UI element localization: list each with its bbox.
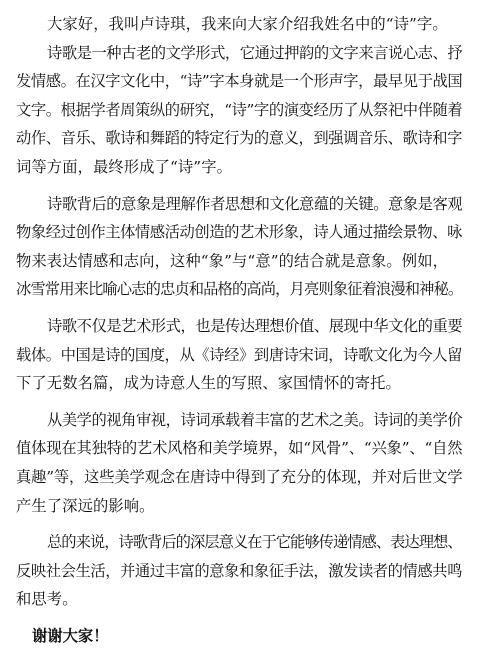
paragraph-culture [16, 312, 462, 398]
text-line: 物象经过创作主体情感活动创造的艺术形象，诗人通过描绘景物、咏 [16, 223, 463, 242]
text-line: 冰雪常用来比喻心志的忠贞和品格的高尚，月亮则象征着浪漫和神秘。 [16, 280, 463, 299]
paragraph-intro [16, 10, 462, 182]
text-line: 产生了深远的影响。 [16, 496, 155, 515]
text-line: 真趣”等，这些美学观念在唐诗中得到了充分的体现，并对后世文学 [16, 467, 463, 486]
text-line: 和思考。 [16, 590, 78, 609]
paragraph-aesthetics [16, 406, 462, 520]
text-line: 物来表达情感和志向，这种“象”与“意”的结合就是意象。例如， [16, 251, 449, 270]
text-line: 反映社会生活，并通过丰富的意象和象征手法，激发读者的情感共鸣 [16, 561, 463, 580]
text-line: 值体现在其独特的艺术风格和美学境界，如“风骨”、“兴象”、“自然 [16, 439, 463, 458]
closing-thanks: 谢谢大家！ [32, 626, 109, 645]
text-line: 从美学的视角审视，诗词承载着丰富的艺术之美。诗词的美学价 [47, 410, 463, 429]
text-line: 载体。中国是诗的国度，从《诗经》到唐诗宋词，诗歌文化为今人留 [16, 345, 463, 364]
text-line: 总的来说，诗歌背后的深层意义在于它能够传递情感、表达理想、 [47, 533, 462, 552]
text-line: 大家好，我叫卢诗琪，我来向大家介绍我姓名中的“诗”字。 [47, 15, 448, 33]
text-line: 词等方面，最终形成了“诗”字。 [16, 157, 233, 176]
text-line: 诗歌不仅是艺术形式，也是传达理想价值、展现中华文化的重要 [47, 316, 463, 335]
text-line: 文字。根据学者周策纵的研究，“诗”字的演变经历了从祭祀中伴随着 [16, 100, 463, 119]
text-line: 诗歌背后的意象是理解作者思想和文化意蕴的关键。意象是客观 [47, 194, 463, 213]
paragraph-imagery [16, 190, 462, 304]
paragraph-conclusion [16, 528, 462, 614]
text-line: 动作、音乐、歌诗和舞蹈的特定行为的意义，到强调音乐、歌诗和字 [16, 129, 463, 148]
text-line: 发情感。在汉字文化中，“诗”字本身就是一个形声字，最早见于战国 [16, 72, 463, 91]
text-line: 下了无数名篇，成为诗意人生的写照、家国情怀的寄托。 [16, 374, 401, 393]
text-line: 诗歌是一种古老的文学形式，它通过押韵的文字来言说心志、抒 [47, 43, 463, 62]
